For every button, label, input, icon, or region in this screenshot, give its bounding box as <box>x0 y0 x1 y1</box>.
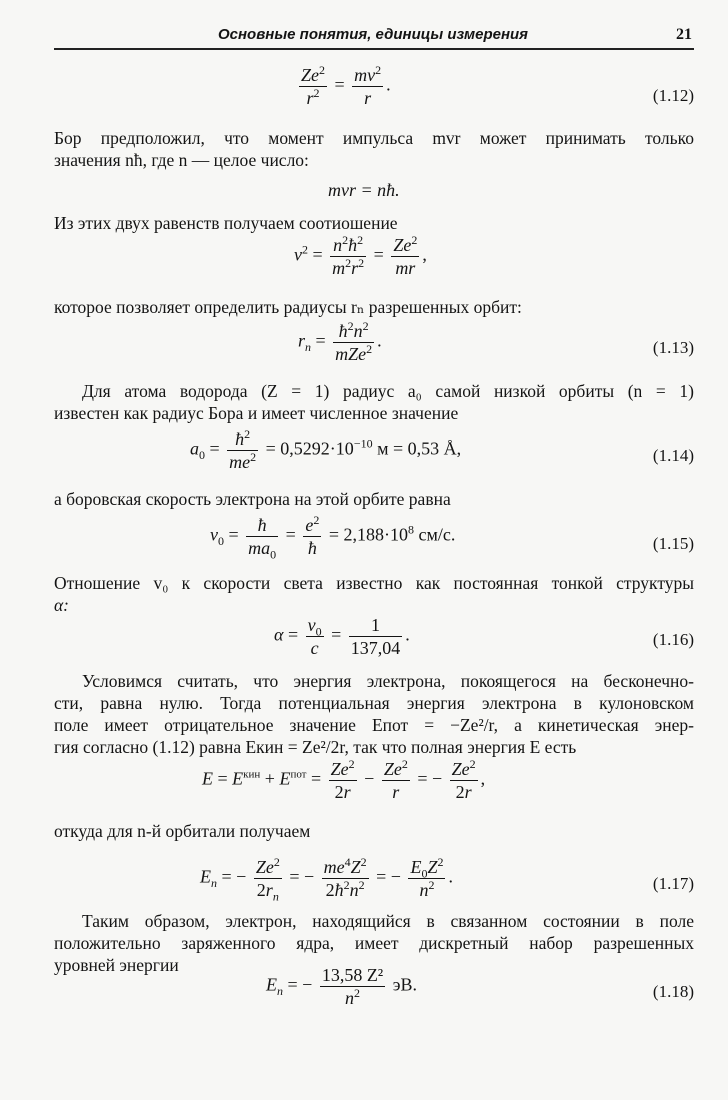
equation-exponent: −10 <box>353 436 373 451</box>
text-line: положительно заряженного ядра, имеет дискретный набор разрешенных <box>54 933 694 953</box>
paragraph-energy <box>54 670 694 758</box>
header-rule <box>54 48 694 50</box>
fraction-denominator: 137,04 <box>350 638 401 658</box>
equation-text: mvr = nħ. <box>328 180 400 200</box>
text-line: значения nħ, где n — целое число: <box>54 150 309 170</box>
running-title: Основные понятия, единицы измерения <box>217 26 529 43</box>
equation-number: (1.12) <box>652 86 694 105</box>
text-line: которое позволяет определить радиусы rₙ разрешенных орбит: <box>54 297 522 317</box>
paragraph-two-equalities <box>54 212 694 234</box>
text-line: поле имеет отрицательное значение Eпот = −Ze²/r, а кинетическая энер- <box>54 715 694 735</box>
equation-unit: эВ. <box>392 974 417 995</box>
running-header <box>54 26 692 48</box>
equation-number: (1.14) <box>652 446 694 465</box>
equation-number: (1.17) <box>652 874 694 893</box>
equation-1-15: $v_0$ = $\frac{ħ}{ma_0}$ = $\frac{e^2}{ħ}$ = $2,188\cdot 10^8$ см/с. (1.15) <box>210 513 694 562</box>
paragraph-orbit-radii <box>54 296 694 318</box>
text-line: α: <box>54 595 70 615</box>
text-line: Для атома водорода (Z = 1) радиус a₀ самой низкой орбиты (n = 1) <box>82 381 694 401</box>
equation-tail: м = 0,53 Å, <box>377 438 462 459</box>
equation-1-17: $E_n$ = − $\frac{Ze^2}{2r_n}$ = − $\frac{me^4Z^2}{2ħ^2n^2}$ = − $\frac{E_0Z^2}{n^2}$ . (1.17) <box>200 855 694 904</box>
text-line: Из этих двух равенств получаем соотиошение <box>54 213 398 233</box>
equation-value: = 0,5292·10 <box>265 438 354 459</box>
equation-mvr <box>0 180 728 206</box>
equation-number: (1.18) <box>652 982 694 1001</box>
fraction-numerator: 1 <box>371 615 381 635</box>
equation-1-13: $r_n$ = $\frac{ħ^2n^2}{mZe^2}$ . (1.13) <box>298 319 694 364</box>
equation-exponent: 8 <box>407 522 414 537</box>
text-line: сти, равна нулю. Тогда потенциальная энергия электрона в кулоновском <box>54 693 694 713</box>
text-line: Бор предположил, что момент импульса mvr может принимать только <box>54 128 694 148</box>
equation-number: (1.16) <box>652 630 694 649</box>
text-line: а боровская скорость электрона на этой орбите равна <box>54 489 451 509</box>
equation-total-energy: $E = E^{кин} + E^{пот}$ = $\frac{Ze^2}{2r}$ − $\frac{Ze^2}{r}$ = − $\frac{Ze^2}{2r}$ , <box>202 757 486 802</box>
text-line: откуда для n-й орбитали получаем <box>54 821 311 841</box>
equation-1-18: $E_n$ = − $\frac{\text{13,58 Z²}}{n^2}$ эВ. (1.18) <box>266 965 694 1008</box>
paragraph-fine-structure <box>54 572 694 616</box>
text-line: Отношение v₀ к скорости света известно как постоянная тонкой структуры <box>54 573 694 593</box>
equation-value: = 2,188·10 <box>328 524 408 545</box>
paragraph-bohr-postulate <box>54 127 694 171</box>
paragraph-bohr-velocity <box>54 488 694 510</box>
text-line: Таким образом, электрон, находящийся в связанном состоянии в поле <box>82 911 694 931</box>
equation-1-14: $a_0$ = $\frac{ħ^2}{me^2}$ = $0,5292\cdot 10^{-10}$ м = 0,53 Å, (1.14) <box>190 427 694 472</box>
equation-number: (1.13) <box>652 338 694 357</box>
equation-unit: см/с. <box>418 524 456 545</box>
equation-number: (1.15) <box>652 534 694 553</box>
paragraph-bohr-radius <box>54 380 694 424</box>
paragraph-nth-orbital <box>54 820 694 842</box>
text-line: гия согласно (1.12) равна Eкин = Ze²/2r, так что полная энергия E есть <box>54 737 577 757</box>
text-line: уровней энергии <box>54 955 179 975</box>
text-line: известен как радиус Бора и имеет численное значение <box>54 403 459 423</box>
page-number: 21 <box>676 26 692 43</box>
equation-1-16: α = $\frac{v_0}{c}$ = $\frac{1}{137,04}$ . (1.16) <box>274 615 694 658</box>
equation-1-12: $\frac{Ze^2}{r^2}$ = $\frac{mv^2}{r}$ . (1.12) <box>301 63 694 108</box>
text-line: Условимся считать, что энергия электрона, покоящегося на бесконечно- <box>82 671 694 691</box>
equation-v-squared: $v^2$ = $\frac{n^2ħ^2}{m^2r^2}$ = $\frac{Ze^2}{mr}$ , <box>294 233 427 278</box>
fraction-numerator: 13,58 Z² <box>321 965 384 985</box>
